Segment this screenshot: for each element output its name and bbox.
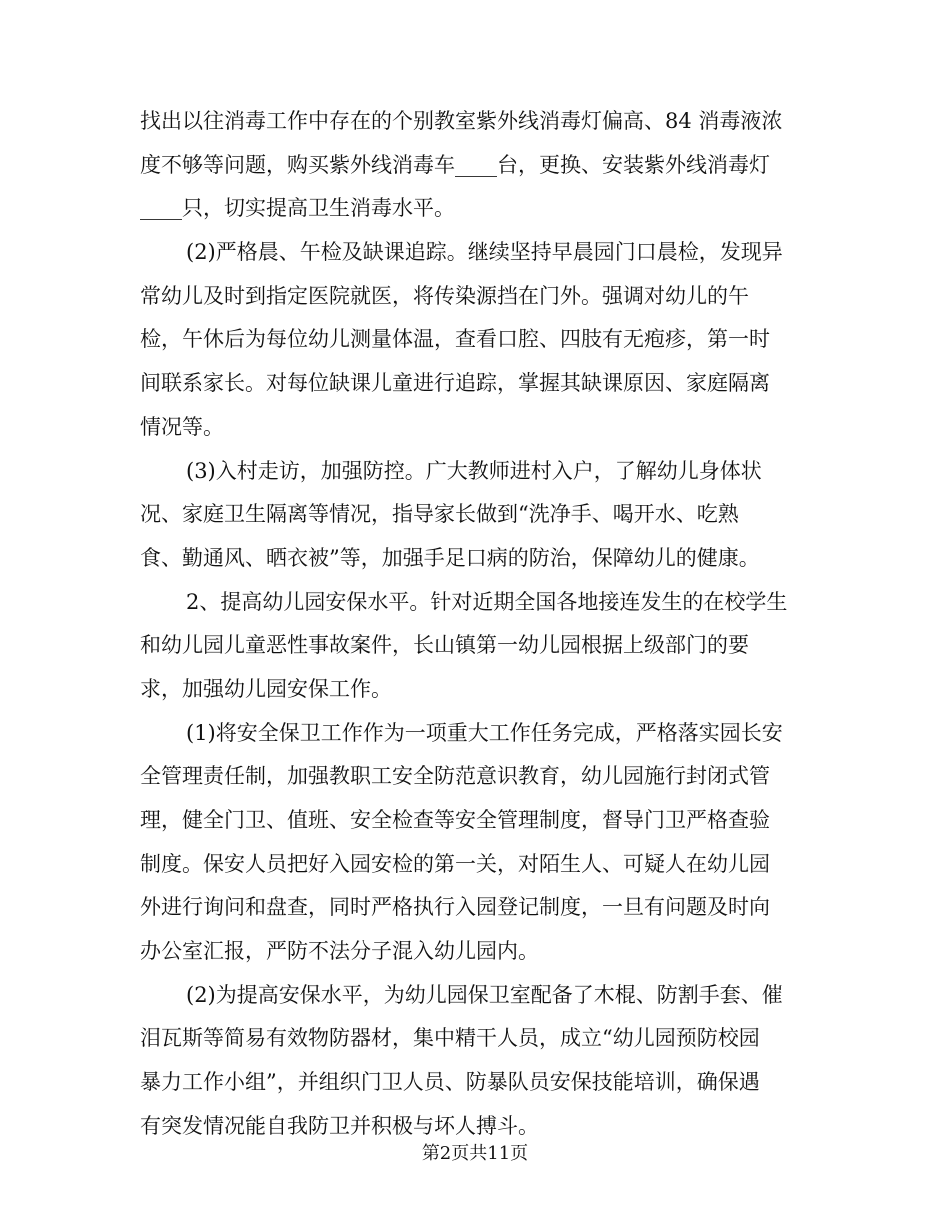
text-line: (3)入村走访，加强防控。广大教师进村入户，了解幼儿身体状 xyxy=(186,458,762,483)
text-line: 办公室汇报，严防不法分子混入幼儿园内。 xyxy=(140,939,539,964)
text-line: ____只，切实提高卫生消毒水平。 xyxy=(140,196,455,221)
text-line: 度不够等问题，购买紫外线消毒车____台，更换、安装紫外线消毒灯 xyxy=(140,152,770,177)
text-line: 泪瓦斯等简易有效物防器材，集中精干人员，成立“幼儿园预防校园 xyxy=(140,1026,760,1051)
text-line: 理，健全门卫、值班、安全检查等安全管理制度，督导门卫严格查验 xyxy=(140,808,770,832)
text-line: 况、家庭卫生隔离等情况，指导家长做到“洗净手、喝开水、吃熟 xyxy=(140,502,739,527)
text-line: (2)严格晨、午检及缺课追踪。继续坚持早晨园门口晨检，发现异 xyxy=(186,240,783,265)
text-line: 常幼儿及时到指定医院就医，将传染源挡在门外。强调对幼儿的午 xyxy=(140,283,749,308)
text-line: 食、勤通风、晒衣被”等，加强手足口病的防治，保障幼儿的健康。 xyxy=(140,545,760,570)
text-line: 制度。保安人员把好入园安检的第一关，对陌生人、可疑人在幼儿园 xyxy=(140,851,770,876)
text-line: 找出以往消毒工作中存在的个别教室紫外线消毒灯偏高、84 消毒液浓 xyxy=(140,109,783,133)
text-line: 间联系家长。对每位缺课儿童进行追踪，掌握其缺课原因、家庭隔离 xyxy=(140,371,770,396)
text-line: 暴力工作小组”，并组织门卫人员、防暴队员安保技能培训，确保遇 xyxy=(140,1070,760,1095)
text-line: 检，午休后为每位幼儿测量体温，查看口腔、四肢有无疱疹，第一时 xyxy=(140,327,770,352)
text-line: 求，加强幼儿园安保工作。 xyxy=(140,676,392,701)
document-body xyxy=(140,100,812,1149)
page-number-footer: 第2页共11页 xyxy=(421,1143,529,1164)
text-line: 外进行询问和盘查，同时严格执行入园登记制度，一旦有问题及时向 xyxy=(140,895,770,920)
text-line: 全管理责任制，加强教职工安全防范意识教育，幼儿园施行封闭式管 xyxy=(140,764,770,789)
text-line: (2)为提高安保水平，为幼儿园保卫室配备了木棍、防割手套、催 xyxy=(186,982,783,1007)
text-line: (1)将安全保卫工作作为一项重大工作任务完成，严格落实园长安 xyxy=(186,720,783,745)
text-line: 有突发情况能自我防卫并积极与坏人搏斗。 xyxy=(140,1113,539,1138)
text-line: 2、提高幼儿园安保水平。针对近期全国各地接连发生的在校学生 xyxy=(186,589,788,614)
text-line: 情况等。 xyxy=(140,414,224,439)
text-line: 和幼儿园儿童恶性事故案件，长山镇第一幼儿园根据上级部门的要 xyxy=(140,633,749,658)
